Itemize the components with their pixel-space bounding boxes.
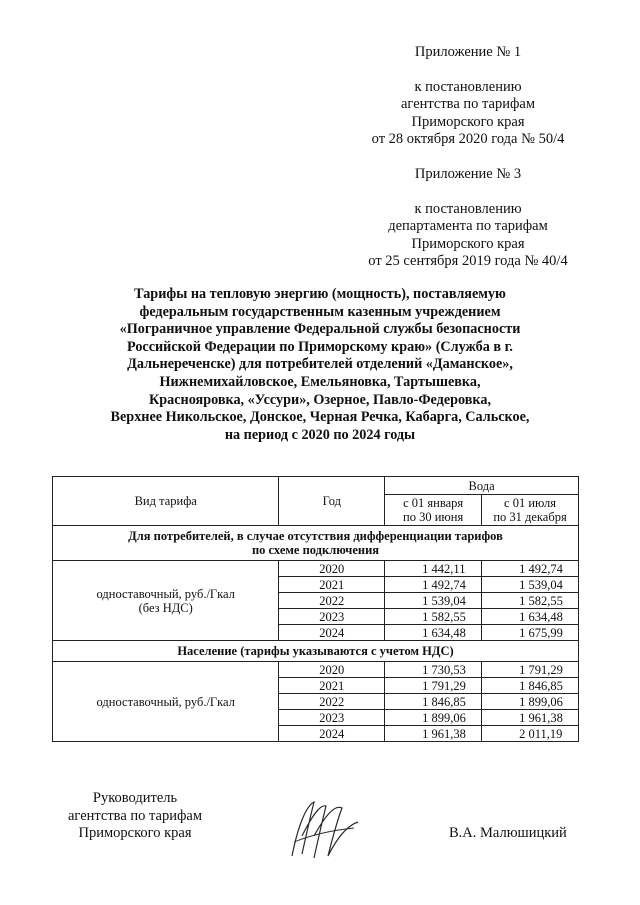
year-cell: 2022 <box>279 694 385 710</box>
title-line: Дальнереченске) для потребителей отделений «Даманское», <box>127 356 513 373</box>
tariff-label-line: (без НДС) <box>138 600 193 615</box>
signatory-position-line: агентства по тарифам <box>68 807 202 824</box>
year-cell: 2023 <box>279 609 385 625</box>
value-cell-h2: 1 675,99 <box>482 625 579 641</box>
value-cell-h1: 1 899,06 <box>385 710 482 726</box>
value-cell-h2: 1 492,74 <box>482 561 579 577</box>
header-period-1 <box>385 495 482 526</box>
title-line: Верхнее Никольское, Донское, Черная Речка, Кабарга, Сальское, <box>110 409 530 426</box>
table-row <box>53 662 579 678</box>
value-cell-h1: 1 442,11 <box>385 561 482 577</box>
appendix-3-line: Приморского края <box>411 235 525 252</box>
header-period-1-line: с 01 января <box>403 496 464 510</box>
title-line: «Пограничное управление Федеральной службы безопасности <box>119 321 521 338</box>
tariff-label-line: одноставочный, руб./Гкал <box>96 586 235 601</box>
appendix-1-line: агентства по тарифам <box>401 96 535 112</box>
appendix-1-line: к постановлению <box>414 78 522 95</box>
value-cell-h2: 1 961,38 <box>482 710 579 726</box>
header-water: Вода <box>385 477 579 495</box>
appendix-1-header <box>362 44 574 149</box>
tariff-label-cell <box>53 662 279 742</box>
year-cell: 2024 <box>279 726 385 742</box>
value-cell-h2: 1 539,04 <box>482 577 579 593</box>
appendix-1-line: Приморского края <box>411 113 525 130</box>
year-cell: 2021 <box>279 577 385 593</box>
value-cell-h2: 1 634,48 <box>482 609 579 625</box>
signature-block <box>0 790 640 880</box>
table-row <box>53 561 579 577</box>
year-cell: 2023 <box>279 710 385 726</box>
document-title <box>54 286 586 444</box>
value-cell-h1: 1 634,48 <box>385 625 482 641</box>
section-title-line: Для потребителей, в случае отсутствия дифференциации тарифов <box>128 529 503 543</box>
appendix-3-line: от 25 сентября 2019 года № 40/4 <box>368 253 568 269</box>
value-cell-h1: 1 791,29 <box>385 678 482 694</box>
appendix-3-header <box>358 166 578 271</box>
appendix-3-line: к постановлению <box>414 200 522 217</box>
year-cell: 2024 <box>279 625 385 641</box>
title-line: Тарифы на тепловую энергию (мощность), поставляемую <box>134 286 506 302</box>
section-title <box>53 526 579 561</box>
signatory-position <box>66 790 204 843</box>
title-line: Российской Федерации по Приморскому краю» (Служба в г. <box>127 338 513 355</box>
value-cell-h2: 1 846,85 <box>482 678 579 694</box>
value-cell-h1: 1 846,85 <box>385 694 482 710</box>
section-title-line: по схеме подключения <box>251 543 380 557</box>
header-period-2 <box>482 495 579 526</box>
year-cell: 2022 <box>279 593 385 609</box>
year-cell: 2021 <box>279 678 385 694</box>
title-line: Краснояровка, «Уссури», Озерное, Павло-Федеровка, <box>148 391 492 408</box>
value-cell-h2: 1 791,29 <box>482 662 579 678</box>
value-cell-h1: 1 492,74 <box>385 577 482 593</box>
tariff-label-cell <box>53 561 279 641</box>
value-cell-h1: 1 730,53 <box>385 662 482 678</box>
title-line: федеральным государственным казенным учреждением <box>139 303 501 320</box>
value-cell-h1: 1 539,04 <box>385 593 482 609</box>
title-line: на период с 2020 по 2024 годы <box>224 426 416 443</box>
header-period-2-line: по 31 декабря <box>493 510 567 524</box>
value-cell-h2: 1 899,06 <box>482 694 579 710</box>
header-period-1-line: по 30 июня <box>403 510 464 524</box>
tariff-table <box>52 476 579 742</box>
value-cell-h1: 1 582,55 <box>385 609 482 625</box>
appendix-3-line: департамента по тарифам <box>388 218 548 234</box>
title-line: Нижнемихайловское, Емельяновка, Тартышевка, <box>159 373 481 390</box>
year-cell: 2020 <box>279 561 385 577</box>
appendix-1-line: от 28 октября 2020 года № 50/4 <box>371 131 565 147</box>
signatory-name: В.А. Малюшицкий <box>449 825 567 841</box>
signatory-position-line: Приморского края <box>78 825 192 841</box>
handwritten-signature <box>284 796 364 862</box>
appendix-1-title: Приложение № 1 <box>414 44 522 60</box>
value-cell-h2: 2 011,19 <box>482 726 579 742</box>
appendix-3-title: Приложение № 3 <box>414 166 522 182</box>
value-cell-h2: 1 582,55 <box>482 593 579 609</box>
year-cell: 2020 <box>279 662 385 678</box>
section-title: Население (тарифы указываются с учетом НДС) <box>53 641 579 662</box>
header-year: Год <box>279 477 385 526</box>
header-tariff-type: Вид тарифа <box>53 477 279 526</box>
tariff-label-line: одноставочный, руб./Гкал <box>96 694 235 709</box>
signatory-position-line: Руководитель <box>92 790 178 806</box>
value-cell-h1: 1 961,38 <box>385 726 482 742</box>
header-period-2-line: с 01 июля <box>504 496 557 510</box>
